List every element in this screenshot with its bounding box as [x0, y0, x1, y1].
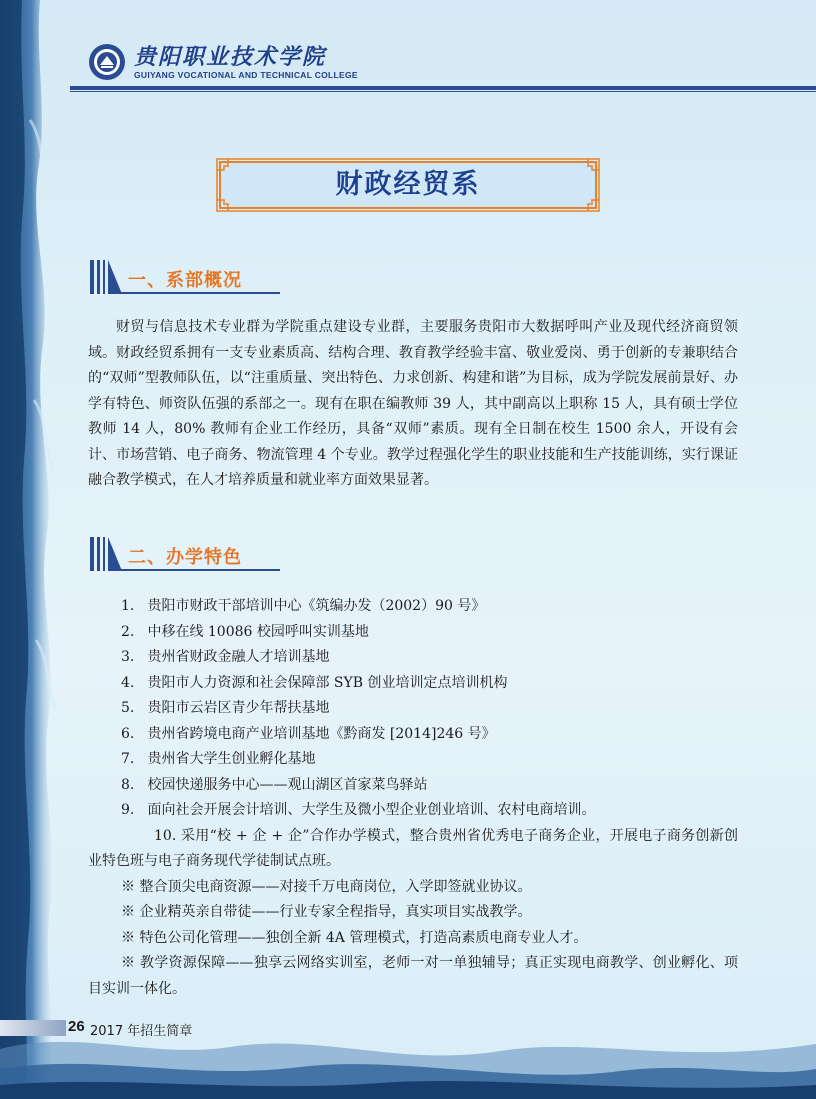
- section-title: 二、办学特色: [128, 547, 242, 568]
- header-divider-thin: [70, 91, 816, 92]
- section-bars-icon: [90, 537, 122, 571]
- header-divider: [70, 86, 816, 90]
- footer-bar: [0, 1020, 66, 1036]
- bottom-decoration: [0, 989, 816, 1099]
- page-title-box: [216, 158, 600, 212]
- college-name-cn: 贵阳职业技术学院: [134, 43, 327, 70]
- list-item: 3. 贵州省财政金融人才培训基地: [121, 649, 330, 665]
- college-logo-icon: [88, 43, 126, 81]
- section-bars-icon: [90, 260, 122, 294]
- section-title: 一、系部概况: [128, 270, 242, 291]
- list-item: 9. 面向社会开展会计培训、大学生及微小型企业创业培训、农村电商培训。: [121, 802, 596, 818]
- section-underline: [120, 292, 280, 294]
- section-heading-overview: [90, 260, 290, 296]
- section-underline: [120, 569, 280, 571]
- note-item: ※ 教学资源保障——独享云网络实训室，老师一对一单独辅导；真正实现电商教学、创业孵化、项目实训一体化。: [88, 955, 738, 997]
- footer-title: 2017 年招生简章: [90, 1024, 193, 1039]
- list-item: 5. 贵阳市云岩区青少年帮扶基地: [121, 700, 330, 716]
- page-title: 财政经贸系: [335, 169, 481, 200]
- overview-paragraph: 财贸与信息技术专业群为学院重点建设专业群，主要服务贵阳市大数据呼叫产业及现代经济商贸领域。财政经贸系拥有一支专业素质高、结构合理、教育教学经验丰富、敬业爱岗、勇于创新的专兼职结合的“双师”型教师队伍，以“注重质量、突出特色、力求创新、构建和谐”为目标，成为学院发展前景好、办学有特色、师资队伍强的系部之一。现有在职在编教师 39 人，其中副高以上职称 15 人，具有硕士学位教师 14 人，80% 教师有企业工作经历，具备“双师”素质。现有全日制在校生 1500 余人，开设有会计、市场营销、电子商务、物流管理 4 个专业。教学过程强化学生的职业技能和生产技能训练，实行课证融合教学模式，在人才培养质量和就业率方面效果显著。: [88, 319, 738, 488]
- left-decoration: [0, 0, 70, 1099]
- page-number: 26: [68, 1018, 85, 1035]
- college-header: [88, 40, 358, 84]
- list-item: 1. 贵阳市财政干部培训中心《筑编办发（2002）90 号》: [121, 598, 486, 614]
- list-item: 7. 贵州省大学生创业孵化基地: [121, 751, 316, 767]
- page-footer: [0, 1018, 320, 1038]
- features-list: [88, 594, 738, 1002]
- list-item: 6. 贵州省跨境电商产业培训基地《黔商发 [2014]246 号》: [121, 725, 496, 742]
- note-item: ※ 整合顶尖电商资源——对接千万电商岗位，入学即签就业协议。: [121, 878, 532, 895]
- note-item: ※ 企业精英亲自带徒——行业专家全程指导，真实项目实战教学。: [121, 904, 532, 920]
- section-heading-features: [90, 537, 290, 573]
- list-item: 2. 中移在线 10086 校园呼叫实训基地: [121, 623, 369, 640]
- list-item: 10. 采用“校 + 企 + 企”合作办学模式，整合贵州省优秀电子商务企业，开展电子商务创新创业特色班与电子商务现代学徒制试点班。: [88, 827, 739, 869]
- college-name-en: GUIYANG VOCATIONAL AND TECHNICAL COLLEGE: [134, 69, 358, 80]
- list-item: 8. 校园快递服务中心——观山湖区首家菜鸟驿站: [121, 776, 428, 793]
- list-item: 4. 贵阳市人力资源和社会保障部 SYB 创业培训定点培训机构: [121, 674, 508, 691]
- note-item: ※ 特色公司化管理——独创全新 4A 管理模式，打造高素质电商专业人才。: [121, 929, 588, 946]
